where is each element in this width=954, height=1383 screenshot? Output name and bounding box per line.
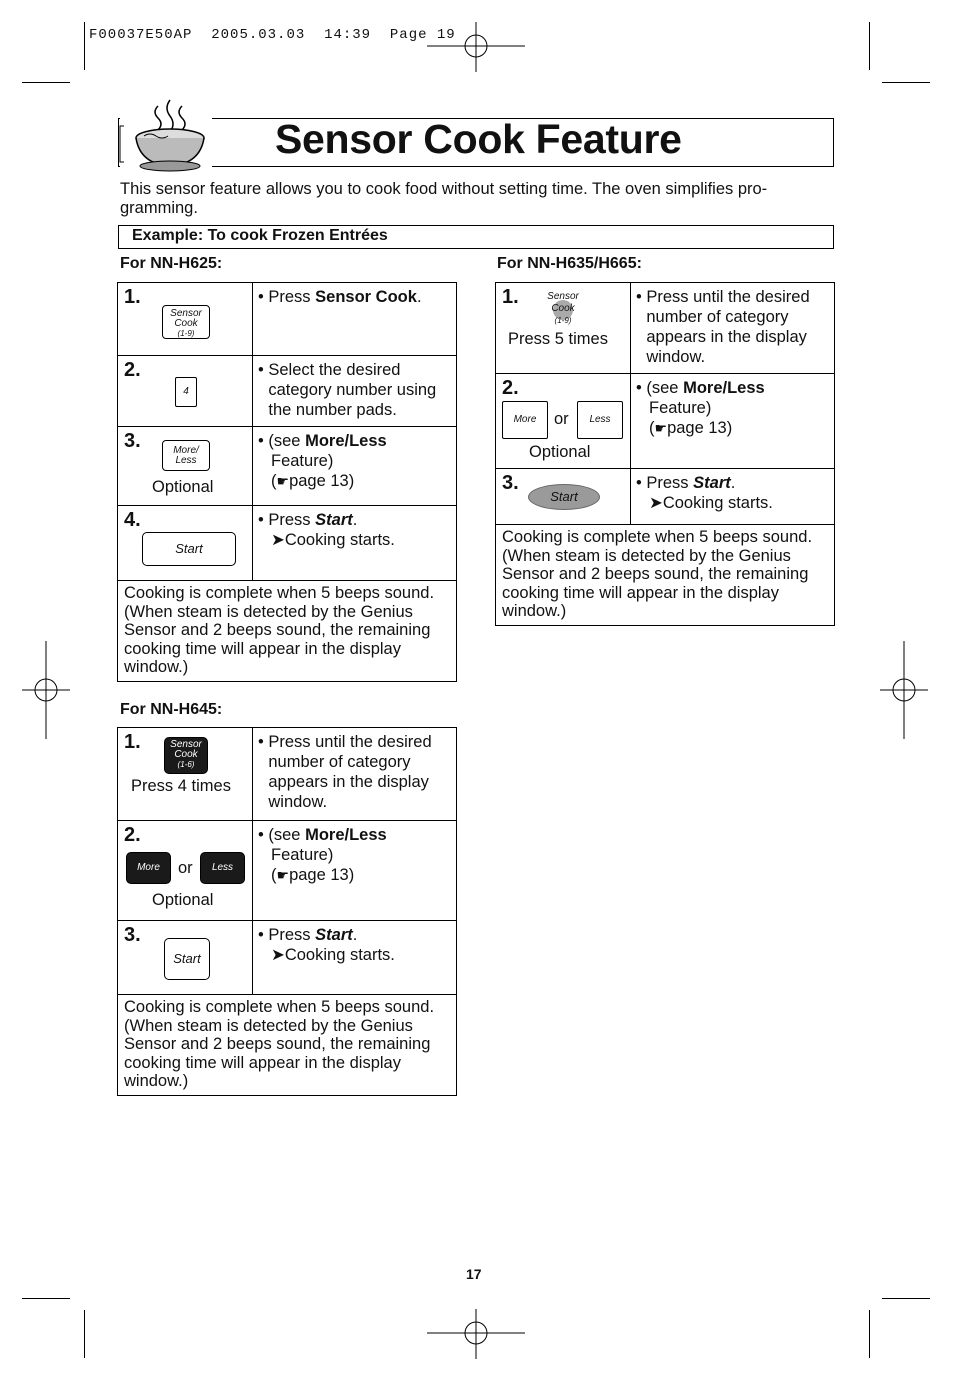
steps-table-h625 — [117, 282, 457, 682]
step-number: 1. — [124, 731, 141, 753]
step-number: 2. — [124, 359, 141, 381]
optional-label: Optional — [152, 891, 214, 909]
optional-label: Optional — [529, 443, 591, 461]
example-heading: Example: To cook Frozen Entrées — [118, 225, 834, 249]
crop-mark — [22, 82, 70, 83]
crop-mark — [22, 1298, 70, 1299]
crop-mark — [869, 22, 870, 70]
registration-mark-left — [22, 641, 70, 739]
page-number: 17 — [466, 1266, 482, 1282]
step-description: • Press Sensor Cook. — [258, 288, 422, 306]
section-heading-h645: For NN-H645: — [120, 701, 223, 718]
start-button[interactable]: Start — [164, 938, 210, 980]
step-number: 4. — [124, 509, 141, 531]
step-number: 3. — [124, 430, 141, 452]
step-description: • (see More/Less Feature) (☛page 13) — [636, 379, 765, 437]
steps-table-h645 — [117, 727, 457, 1096]
pointing-hand-icon: ☛ — [276, 867, 290, 883]
sensor-cook-button[interactable]: Sensor Cook (1-6) — [164, 737, 208, 774]
section-heading-h625: For NN-H625: — [120, 255, 223, 272]
number-pad-4-button[interactable]: 4 — [175, 377, 197, 407]
press-times-label: Press 5 times — [508, 330, 608, 348]
more-less-button[interactable]: More/ Less — [162, 440, 210, 471]
step-description: • Press Start. ➤Cooking starts. — [258, 926, 395, 964]
step-description: • Press Start. ➤Cooking starts. — [258, 511, 395, 549]
step-description: • Select the desired category number using the number pads. — [258, 361, 437, 419]
press-times-label: Press 4 times — [131, 777, 231, 795]
pointing-hand-icon: ☛ — [276, 473, 290, 489]
more-button[interactable]: More — [126, 852, 171, 884]
step-number: 1. — [502, 286, 519, 308]
title-box — [118, 118, 834, 167]
step-description: • Press Start. ➤Cooking starts. — [636, 474, 773, 512]
crop-mark — [882, 1298, 930, 1299]
print-header: F00037E50AP 2005.03.03 14:39 Page 19 — [89, 27, 456, 43]
less-button[interactable]: Less — [577, 401, 623, 439]
or-label: or — [178, 859, 193, 877]
completion-note: Cooking is complete when 5 beeps sound. (When steam is detected by the Genius Sensor and 2 beeps sound, the remaining cooking time will appear in the display window.) — [502, 528, 813, 620]
crop-mark — [882, 82, 930, 83]
completion-note: Cooking is complete when 5 beeps sound. (When steam is detected by the Genius Sensor and 2 beeps sound, the remaining cooking time will appear in the display window.) — [124, 998, 435, 1090]
steps-table-h635 — [495, 282, 835, 626]
intro-text: This sensor feature allows you to cook food without setting time. The oven simplifies pro-gramming. — [120, 180, 768, 217]
step-number: 3. — [502, 472, 519, 494]
step-number: 2. — [124, 824, 141, 846]
or-label: or — [554, 410, 569, 428]
steaming-bowl-icon — [114, 96, 212, 174]
less-button[interactable]: Less — [200, 852, 245, 884]
step-description: • Press until the desired number of category appears in the display window. — [258, 733, 432, 811]
step-number: 3. — [124, 924, 141, 946]
start-button[interactable]: Start — [142, 532, 236, 566]
crop-mark — [869, 1310, 870, 1358]
step-description: • Press until the desired number of category appears in the display window. — [636, 288, 810, 366]
crop-mark — [84, 1310, 85, 1358]
step-description: • (see More/Less Feature) (☛page 13) — [258, 432, 387, 490]
section-heading-h635: For NN-H635/H665: — [497, 255, 642, 272]
optional-label: Optional — [152, 478, 214, 496]
more-button[interactable]: More — [502, 401, 548, 439]
pointing-hand-icon: ☛ — [654, 420, 668, 436]
sensor-cook-button[interactable]: Sensor Cook (1-9) — [162, 305, 210, 339]
step-number: 2. — [502, 377, 519, 399]
step-description: • (see More/Less Feature) (☛page 13) — [258, 826, 387, 884]
sensor-cook-button[interactable]: Sensor Cook (1-9) — [547, 291, 579, 325]
start-button[interactable]: Start — [528, 484, 600, 510]
completion-note: Cooking is complete when 5 beeps sound. (When steam is detected by the Genius Sensor and 2 beeps sound, the remaining cooking time will appear in the display window.) — [124, 584, 435, 676]
step-number: 1. — [124, 286, 141, 308]
registration-mark-right — [880, 641, 928, 739]
crop-mark — [84, 22, 85, 70]
registration-mark-bottom — [427, 1309, 525, 1359]
page-title: Sensor Cook Feature — [275, 116, 682, 162]
